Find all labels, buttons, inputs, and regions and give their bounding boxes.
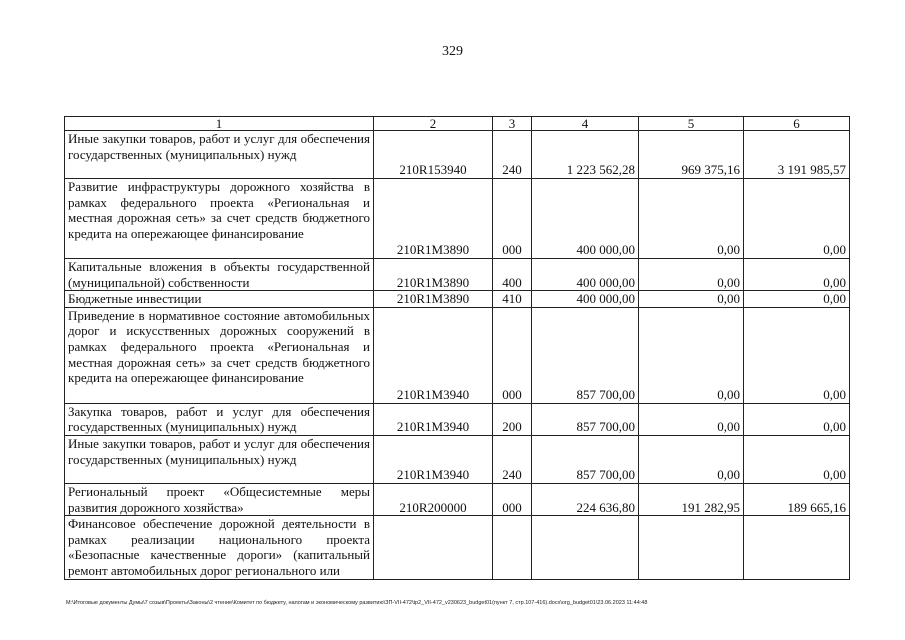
row-name: Региональный проект «Общесистемные меры развития дорожного хозяйства» [65,483,374,515]
budget-table [64,116,850,580]
row-value-col4: 857 700,00 [532,435,639,483]
header-cell: 3 [493,117,532,131]
document-footer-path: M:\Итоговые документы Думы\7 созыв\Проекты\Законы\2 чтение\Комитет по бюджету, налогам и экономическому развитию\ЗП-VII-472\tp2_VII-472_v230623_budget01(пункт 7, стр.107-416).docx\org_budget01\23.06.2023 11:44:48 [66,600,648,606]
header-cell: 1 [65,117,374,131]
row-name: Финансовое обеспечение дорожной деятельности в рамках реализации национального проекта «Безопасные качественные дороги» (капитальный ремонт автомобильных дорог регионального или [65,516,374,580]
row-value-col5: 0,00 [639,307,744,403]
row-value-col5: 0,00 [639,179,744,259]
row-name: Иные закупки товаров, работ и услуг для обеспечения государственных (муниципальных) нужд [65,435,374,483]
row-expense-type: 400 [493,259,532,291]
row-expense-type: 000 [493,483,532,515]
row-value-col6: 0,00 [744,403,850,435]
table-row [65,435,850,483]
row-code: 210R1M3890 [374,291,493,308]
row-code [374,516,493,580]
row-expense-type: 240 [493,435,532,483]
row-value-col6: 0,00 [744,179,850,259]
row-value-col5: 0,00 [639,291,744,308]
row-value-col4: 400 000,00 [532,291,639,308]
row-name: Закупка товаров, работ и услуг для обеспечения государственных (муниципальных) нужд [65,403,374,435]
table-row [65,259,850,291]
row-value-col4: 224 636,80 [532,483,639,515]
row-value-col5: 191 282,95 [639,483,744,515]
row-expense-type: 000 [493,307,532,403]
row-value-col5 [639,516,744,580]
table-row [65,516,850,580]
row-name: Иные закупки товаров, работ и услуг для обеспечения государственных (муниципальных) нужд [65,131,374,179]
row-code: 210R1M3940 [374,403,493,435]
table-row [65,307,850,403]
row-value-col4: 400 000,00 [532,259,639,291]
table-header-row [65,117,850,131]
row-value-col6 [744,516,850,580]
row-value-col5: 0,00 [639,259,744,291]
table-row [65,131,850,179]
table-row [65,403,850,435]
row-value-col6: 189 665,16 [744,483,850,515]
header-cell: 5 [639,117,744,131]
row-value-col6: 3 191 985,57 [744,131,850,179]
row-name: Приведение в нормативное состояние автомобильных дорог и искусственных дорожных сооружений в рамках федерального проекта «Региональная и местная дорожная сеть» за счет средств бюджетного кредита на опережающее финансирование [65,307,374,403]
row-expense-type: 000 [493,179,532,259]
row-value-col5: 0,00 [639,435,744,483]
row-value-col5: 969 375,16 [639,131,744,179]
table-row [65,179,850,259]
row-value-col4 [532,516,639,580]
row-name: Капитальные вложения в объекты государственной (муниципальной) собственности [65,259,374,291]
row-code: 210R153940 [374,131,493,179]
row-expense-type [493,516,532,580]
row-value-col4: 1 223 562,28 [532,131,639,179]
row-name: Бюджетные инвестиции [65,291,374,308]
row-value-col4: 400 000,00 [532,179,639,259]
row-expense-type: 240 [493,131,532,179]
row-code: 210R1M3890 [374,259,493,291]
header-cell: 2 [374,117,493,131]
row-value-col4: 857 700,00 [532,403,639,435]
table-row [65,483,850,515]
row-value-col4: 857 700,00 [532,307,639,403]
header-cell: 6 [744,117,850,131]
row-value-col5: 0,00 [639,403,744,435]
row-code: 210R1M3940 [374,435,493,483]
row-value-col6: 0,00 [744,435,850,483]
row-expense-type: 410 [493,291,532,308]
row-value-col6: 0,00 [744,291,850,308]
page-number: 329 [442,44,463,59]
row-value-col6: 0,00 [744,307,850,403]
header-cell: 4 [532,117,639,131]
row-value-col6: 0,00 [744,259,850,291]
table-row [65,291,850,308]
row-code: 210R200000 [374,483,493,515]
row-expense-type: 200 [493,403,532,435]
row-code: 210R1M3940 [374,307,493,403]
row-code: 210R1M3890 [374,179,493,259]
row-name: Развитие инфраструктуры дорожного хозяйства в рамках федерального проекта «Региональная и местная дорожная сеть» за счет средств бюджетного кредита на опережающее финансирование [65,179,374,259]
